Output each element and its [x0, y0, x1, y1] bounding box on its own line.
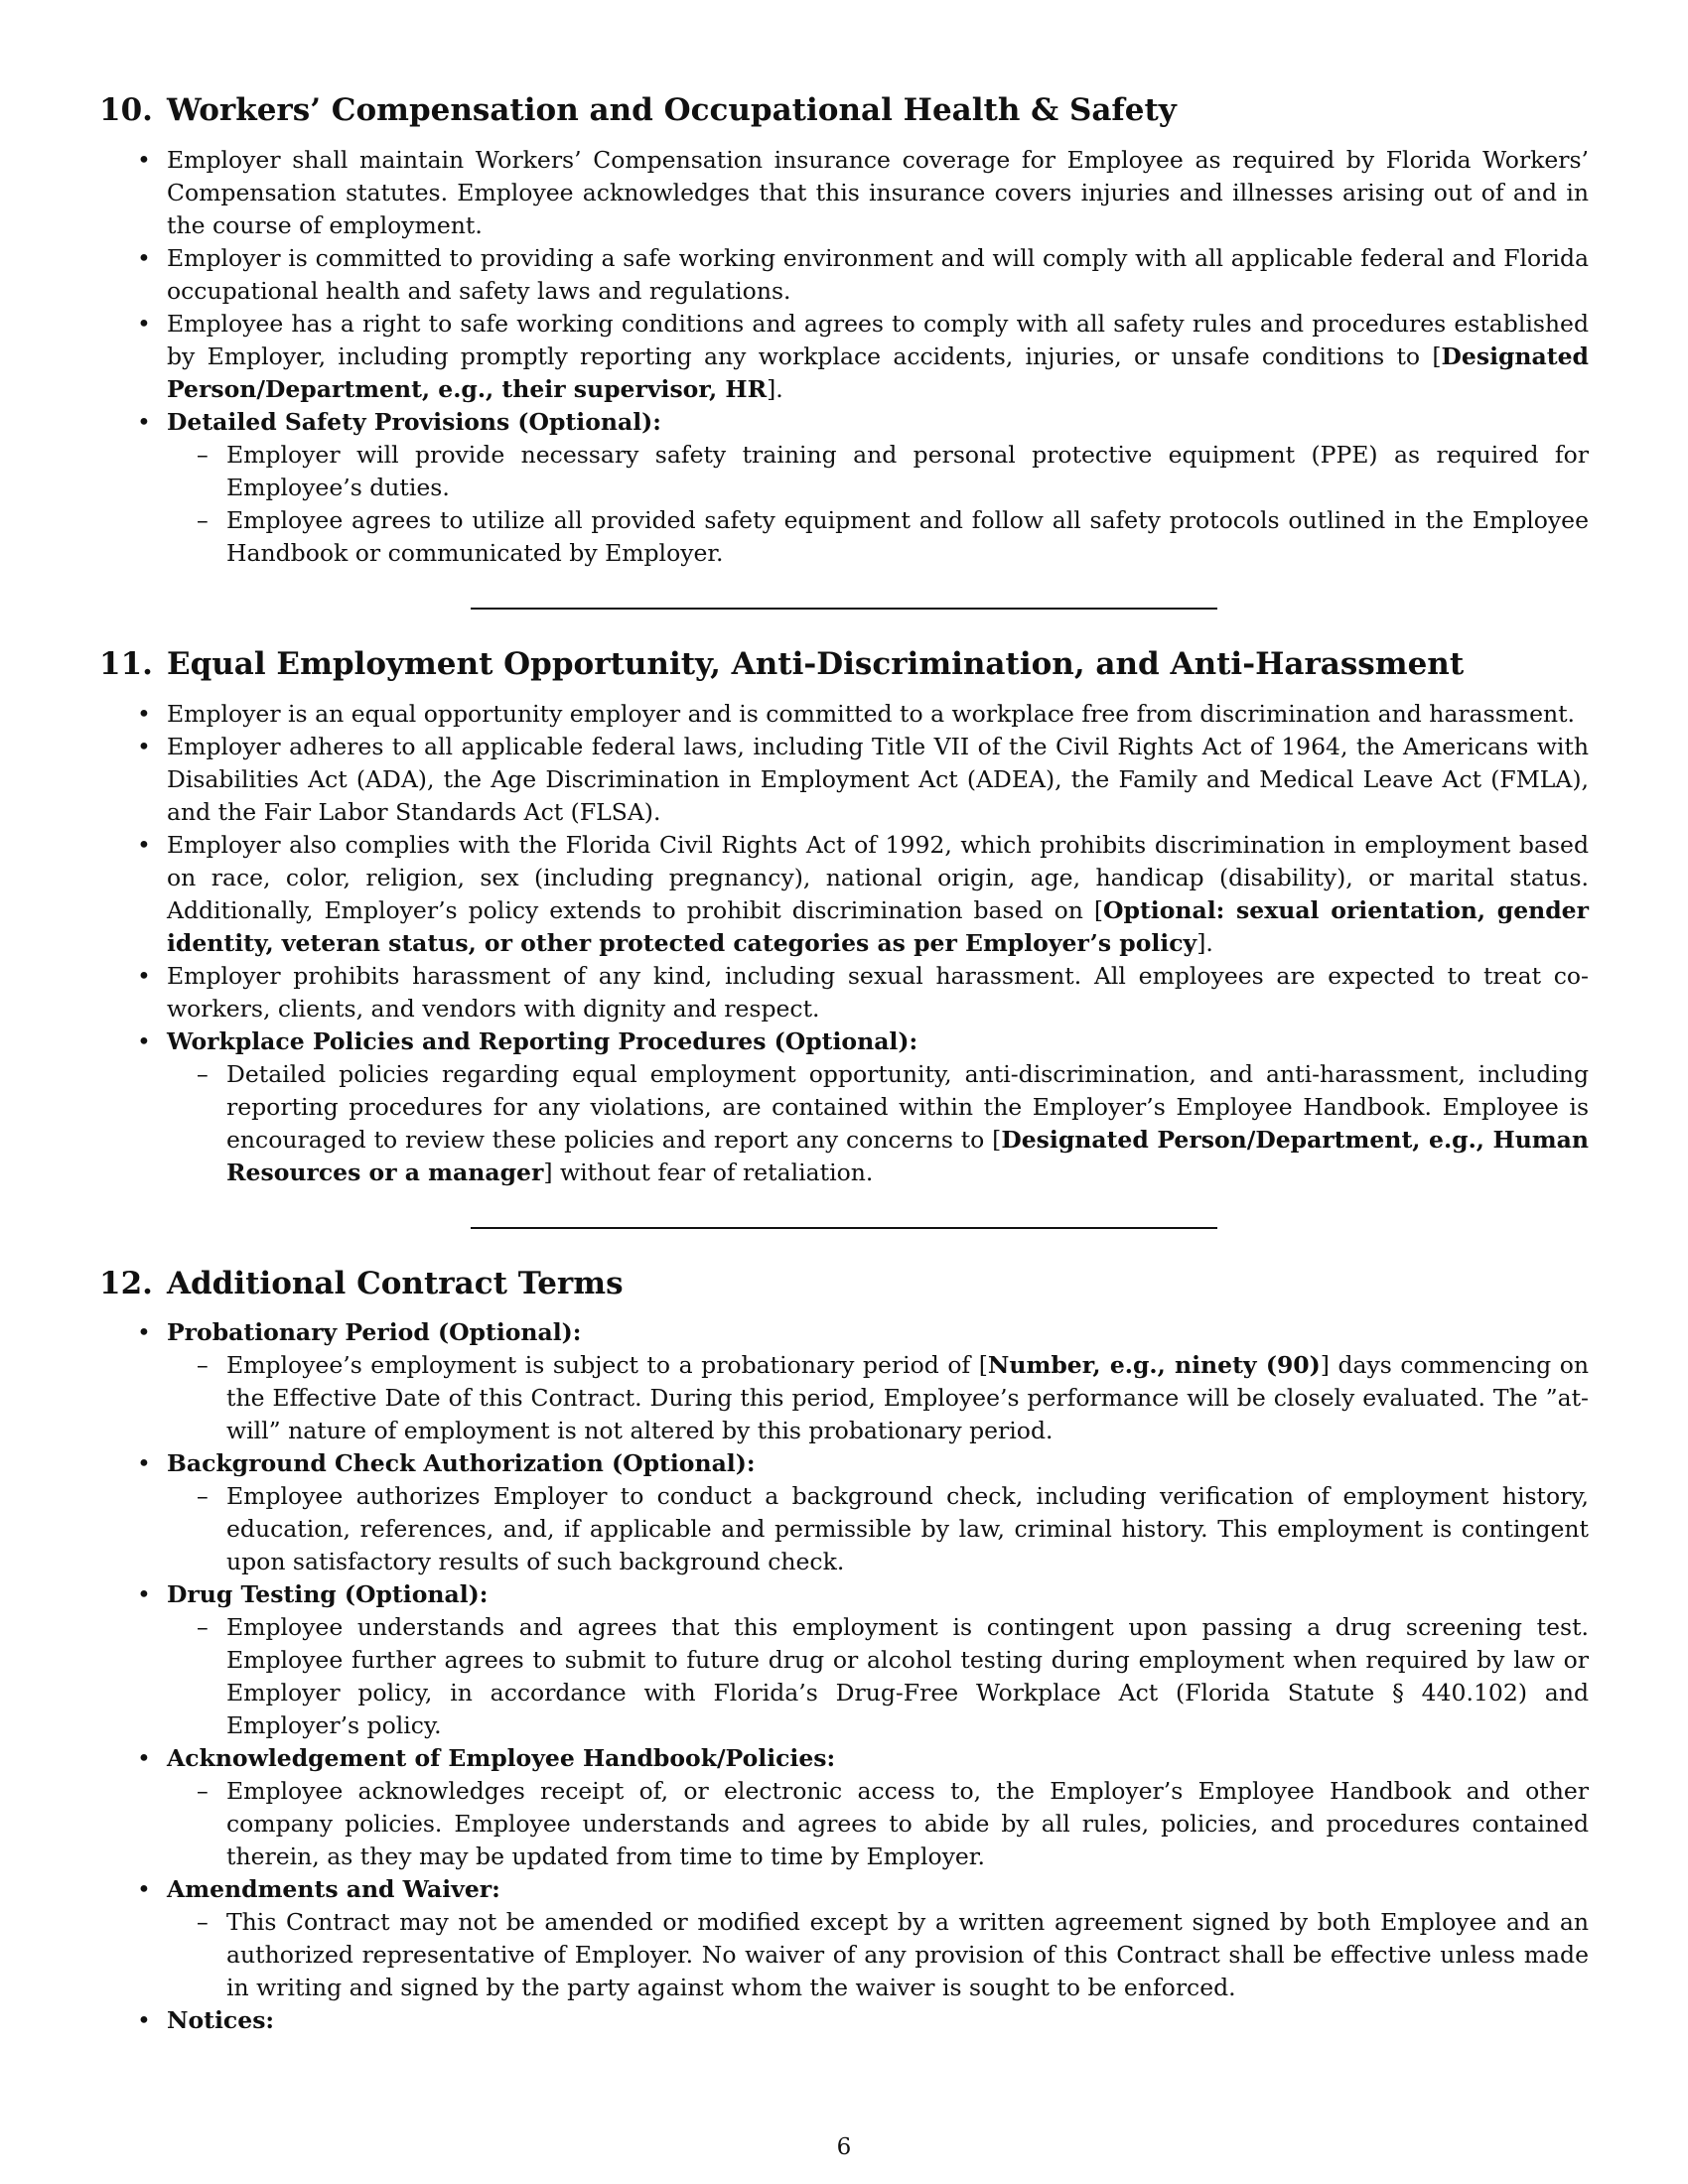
sub-list	[167, 1349, 1589, 1447]
section-heading: 10. Workers’ Compensation and Occupational Health & Safety	[99, 92, 1177, 128]
sub-list	[167, 1906, 1589, 2004]
sub-list	[167, 1775, 1589, 1873]
bullet-list	[99, 1316, 1589, 2037]
section-divider	[471, 1227, 1217, 1229]
subheading: Notices:	[167, 2006, 275, 2035]
page-number: 6	[836, 2134, 852, 2160]
sub-list-item: – Employer will provide necessary safety training and personal protective equipment (PPE) as required for Employee’s duties.	[226, 439, 1589, 504]
sub-list-item: – Detailed policies regarding equal employment opportunity, anti-discrimination, and anti-harassment, including reporting procedures for any violations, are contained within the Employer’s Employee Handbook. Employee is encouraged to review these policies and report any concerns to [Designated Person/Department, e.g., Human Resources or a manager] without fear of retaliation.	[226, 1058, 1589, 1189]
sub-list	[167, 1058, 1589, 1189]
subheading: Workplace Policies and Reporting Procedures (Optional):	[167, 1026, 918, 1055]
document-page	[99, 91, 1589, 2037]
list-item	[167, 1873, 1589, 2004]
sub-list-item: – Employee authorizes Employer to conduct a background check, including verification of employment history, education, references, and, if applicable and permissible by law, criminal history. This employment is contingent upon satisfactory results of such background check.	[226, 1480, 1589, 1578]
list-item	[167, 406, 1589, 570]
sub-list-item: – Employee understands and agrees that this employment is contingent upon passing a drug screening test. Employee further agrees to submit to future drug or alcohol testing during employment when required by law or Employer policy, in accordance with Florida’s Drug-Free Workplace Act (Florida Statute § 440.102) and Employer’s policy.	[226, 1611, 1589, 1742]
subheading: Amendments and Waiver:	[167, 1875, 500, 1904]
sub-list	[167, 439, 1589, 570]
subheading: Probationary Period (Optional):	[167, 1318, 582, 1347]
bullet-list	[99, 698, 1589, 1189]
sub-list	[167, 1611, 1589, 1742]
subheading: Detailed Safety Provisions (Optional):	[167, 407, 661, 436]
list-item	[167, 1316, 1589, 1447]
list-item: • Employer is an equal opportunity employer and is committed to a workplace free from discrimination and harassment.	[167, 698, 1589, 731]
list-item	[167, 1025, 1589, 1189]
subheading: Drug Testing (Optional):	[167, 1580, 489, 1609]
section-heading: 12. Additional Contract Terms	[99, 1265, 624, 1301]
section-11	[99, 645, 1589, 1229]
list-item: • Employer also complies with the Florida Civil Rights Act of 1992, which prohibits discrimination in employment based on race, color, religion, sex (including pregnancy), national origin, age, handicap (disability), or marital status. Additionally, Employer’s policy extends to prohibit discrimination based on [Optional: sexual orientation, gender identity, veteran status, or other protected categories as per Employer’s policy].	[167, 829, 1589, 960]
section-divider	[471, 608, 1217, 610]
sub-list-item: – This Contract may not be amended or modified except by a written agreement signed by both Employee and an authorized representative of Employer. No waiver of any provision of this Contract shall be effective unless made in writing and signed by the party against whom the waiver is sought to be enforced.	[226, 1906, 1589, 2004]
list-item	[167, 1447, 1589, 1578]
subheading: Acknowledgement of Employee Handbook/Policies:	[167, 1744, 836, 1773]
list-item: • Employee has a right to safe working conditions and agrees to comply with all safety rules and procedures established by Employer, including promptly reporting any workplace accidents, injuries, or unsafe conditions to [Designated Person/Department, e.g., their supervisor, HR].	[167, 308, 1589, 406]
list-item: • Employer is committed to providing a safe working environment and will comply with all applicable federal and Florida occupational health and safety laws and regulations.	[167, 242, 1589, 308]
sub-list-item: – Employee’s employment is subject to a probationary period of [Number, e.g., ninety (90)] days commencing on the Effective Date of this Contract. During this period, Employee’s performance will be closely evaluated. The ”at-will” nature of employment is not altered by this probationary period.	[226, 1349, 1589, 1447]
section-12	[99, 1265, 1589, 2038]
list-item	[167, 1578, 1589, 1742]
list-item	[167, 2004, 1589, 2037]
sub-list-item: – Employee acknowledges receipt of, or electronic access to, the Employer’s Employee Handbook and other company policies. Employee understands and agrees to abide by all rules, policies, and procedures contained therein, as they may be updated from time to time by Employer.	[226, 1775, 1589, 1873]
section-heading: 11. Equal Employment Opportunity, Anti-Discrimination, and Anti-Harassment	[99, 645, 1465, 682]
list-item: • Employer adheres to all applicable federal laws, including Title VII of the Civil Rights Act of 1964, the Americans with Disabilities Act (ADA), the Age Discrimination in Employment Act (ADEA), the Family and Medical Leave Act (FMLA), and the Fair Labor Standards Act (FLSA).	[167, 731, 1589, 829]
subheading: Background Check Authorization (Optional):	[167, 1449, 756, 1478]
list-item: • Employer prohibits harassment of any kind, including sexual harassment. All employees are expected to treat co-workers, clients, and vendors with dignity and respect.	[167, 960, 1589, 1025]
list-item: • Employer shall maintain Workers’ Compensation insurance coverage for Employee as required by Florida Workers’ Compensation statutes. Employee acknowledges that this insurance covers injuries and illnesses arising out of and in the course of employment.	[167, 144, 1589, 242]
sub-list	[167, 1480, 1589, 1578]
sub-list-item: – Employee agrees to utilize all provided safety equipment and follow all safety protocols outlined in the Employee Handbook or communicated by Employer.	[226, 504, 1589, 570]
section-10	[99, 91, 1589, 610]
bullet-list	[99, 144, 1589, 570]
list-item	[167, 1742, 1589, 1873]
